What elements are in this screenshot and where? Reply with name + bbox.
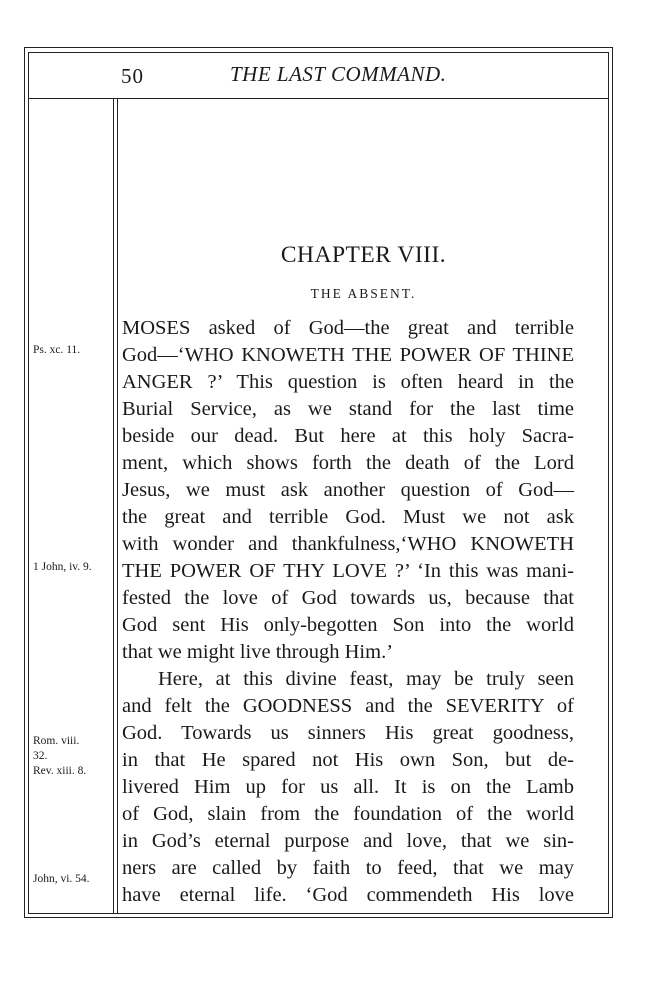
body-line: MOSES asked of God—the great and terrible — [122, 317, 574, 339]
body-line: Jesus, we must ask another question of God— — [122, 479, 574, 501]
body-line: that we might live through Him.’ — [122, 641, 394, 663]
body-line: beside our dead. But here at this holy Sacra- — [122, 425, 574, 447]
body-line: the great and terrible God. Must we not ask — [122, 506, 574, 528]
body-line: ners are called by faith to feed, that we may — [122, 857, 574, 879]
body-line: THE POWER OF THY LOVE ?’ ‘In this was mani- — [122, 560, 574, 582]
margin-note: 1 John, iv. 9. — [33, 561, 92, 573]
header-rule — [28, 98, 609, 99]
body-line: with wonder and thankfulness,‘WHO KNOWETH — [122, 533, 574, 555]
margin-rule — [113, 98, 114, 914]
body-line: Here, at this divine feast, may be truly seen — [158, 668, 574, 690]
body-line: in God’s eternal purpose and love, that we sin- — [122, 830, 574, 852]
body-line: Burial Service, as we stand for the last time — [122, 398, 574, 420]
body-line: God sent His only-begotten Son into the world — [122, 614, 574, 636]
margin-note: Rom. viii. — [33, 735, 80, 747]
body-line: God. Towards us sinners His great goodness, — [122, 722, 574, 744]
body-line: ment, which shows forth the death of the Lord — [122, 452, 574, 474]
body-line: God—‘WHO KNOWETH THE POWER OF THINE — [122, 344, 574, 366]
margin-note: Rev. xiii. 8. — [33, 765, 87, 777]
margin-note: 32. — [33, 750, 48, 762]
margin-rule-inner — [117, 98, 118, 914]
body-line: of God, slain from the foundation of the world — [122, 803, 574, 825]
body-line: have eternal life. ‘God commendeth His love — [122, 884, 574, 906]
page-number: 50 — [121, 64, 144, 88]
body-line: in that He spared not His own Son, but de- — [122, 749, 574, 771]
body-line: and felt the GOODNESS and the SEVERITY of — [122, 695, 574, 717]
chapter-title: CHAPTER VIII. — [280, 242, 447, 268]
body-line: fested the love of God towards us, because that — [122, 587, 574, 609]
chapter-subtitle: THE ABSENT. — [310, 286, 417, 301]
body-line: ANGER ?’ This question is often heard in the — [122, 371, 574, 393]
margin-note: Ps. xc. 11. — [33, 344, 81, 356]
margin-note: John, vi. 54. — [33, 873, 90, 885]
running-title: THE LAST COMMAND. — [230, 62, 447, 86]
body-line: livered Him up for us all. It is on the Lamb — [122, 776, 574, 798]
